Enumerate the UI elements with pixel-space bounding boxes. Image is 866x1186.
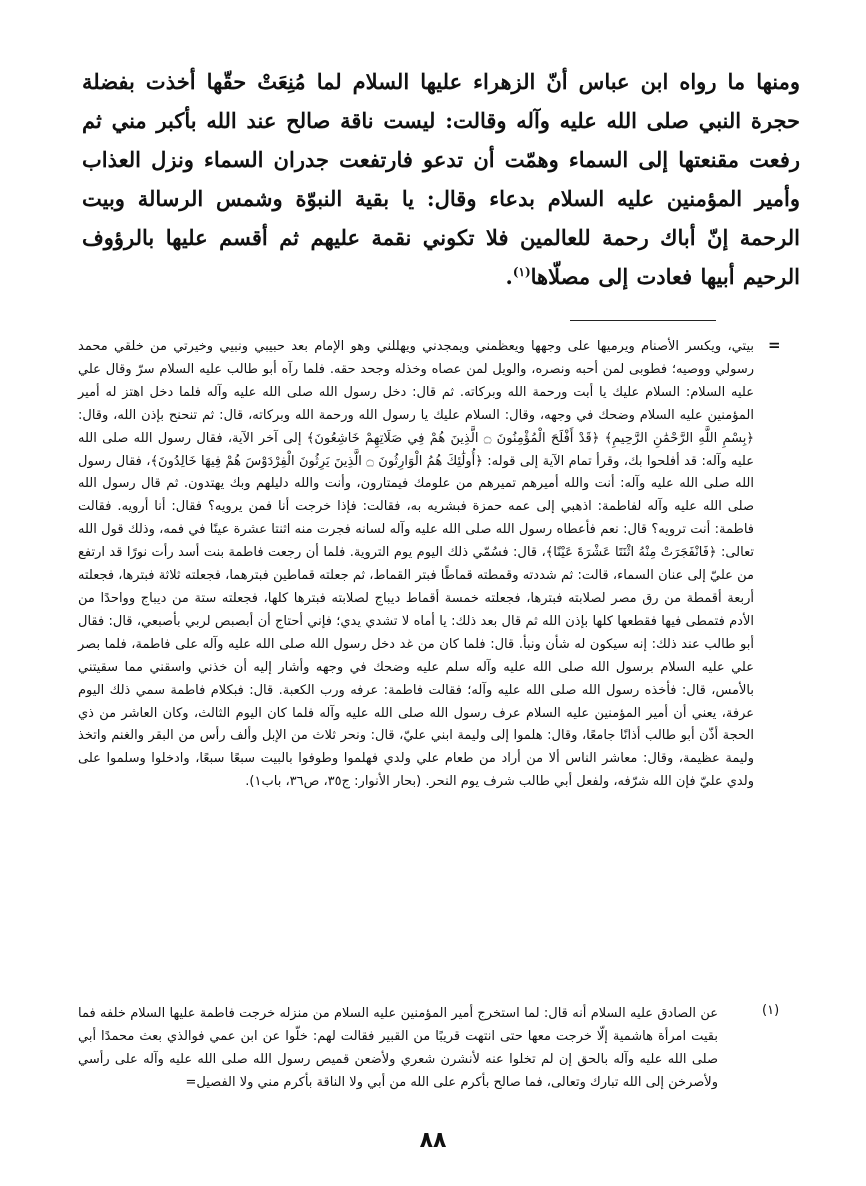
- main-paragraph-text: ومنها ما رواه ابن عباس أنّ الزهراء عليها السلام لما مُنِعَتْ حقّها أخذت بفضلة حجرة النبي صلى الله عليه وآله وقالت: ليست ناقة صالح عند الله بأكبر مني ثم رفعت مقنعتها إلى السماء وهمّت أن تدعو فارتفعت جدران السماء ونزل العذاب وأمير المؤمنين عليه السلام بدعاء وقال: يا بقية النبوّة وشمس الرسالة وبيت الرحمة إنّ أباك رحمة للعالمين فلا تكوني نقمة عليهم ثم أقسم عليها بالرؤوف الرحيم أبيها فعادت إلى مصلّاها: [82, 69, 800, 289]
- footnote-1-text: عن الصادق عليه السلام أنه قال: لما استخرج أمير المؤمنين عليه السلام من منزله خرجت فاطمة عليها السلام خلفه فما بقيت امرأة هاشمية إلّا خرجت معها حتى انتهت قريبًا من القبير فقالت لهم: خلّوا عن ابن عمي فوالذي بعث محمدًا أبي صلى الله عليه وآله بالحق إن لم تخلوا عنه لأنشرن شعري ولأضعن قميص رسول الله صلى الله عليه وآله على رأسي ولأصرخن إلى الله تبارك وتعالى، فما صالح بأكرم على الله من أبي ولا الناقة بأكرم مني ولا الفصيل=: [78, 1006, 718, 1090]
- main-paragraph: ومنها ما رواه ابن عباس أنّ الزهراء عليها السلام لما مُنِعَتْ حقّها أخذت بفضلة حجرة النبي صلى الله عليه وآله وقالت: ليست ناقة صالح عند الله بأكبر مني ثم رفعت مقنعتها إلى السماء وهمّت أن تدعو فارتفعت جدران السماء ونزل العذاب وأمير المؤمنين عليه السلام بدعاء وقال: يا بقية النبوّة وشمس الرسالة وبيت الرحمة إنّ أباك رحمة للعالمين فلا تكوني نقمة عليهم ثم أقسم عليها بالرؤوف الرحيم أبيها فعادت إلى مصلّاها$^{(١)}$.: [82, 69, 800, 289]
- page-number: ٨٨: [419, 1128, 447, 1153]
- footnote-reference: (١): [512, 265, 531, 279]
- footnote-continuation-marker: =: [768, 336, 781, 354]
- footnote-1-number: (١): [762, 1003, 780, 1018]
- footnote-continued-text: بيتي، ويكسر الأصنام ويرميها على وجهها ويعظمني ويمجدني ويهللني وهو الإمام بعد حبيبي ونبيي وخيرتي من خلقي محمد رسولي ووصيه؛ فطوبى لمن أحبه ونصره، والويل لمن عصاه وخذله وجحد حقه. فلما رآه أبو طالب عليه السلام سرّ وقال علي عليه السلام: السلام عليك يا أبت ورحمة الله وبركاته. ثم قال: دخل رسول الله صلى الله عليه وآله فلما دخل اهتز له أمير المؤمنين عليه السلام وضحك في وجهه، وقال: السلام عليك يا رسول الله ورحمة الله وبركاته، قال: ثم تنحنح بإذن الله، وقال: ﴿بِسْمِ اللَّهِ الرَّحْمَٰنِ الرَّحِيمِ﴾ ﴿قَدْ أَفْلَحَ الْمُؤْمِنُونَ ۝ الَّذِينَ هُمْ فِي صَلَاتِهِمْ خَاشِعُونَ﴾ إلى آخر الآية، فقال رسول الله صلى الله عليه وآله: قد أفلحوا بك، وقرأ تمام الآية إلى قوله: ﴿أُولَٰئِكَ هُمُ الْوَارِثُونَ ۝ الَّذِينَ يَرِثُونَ الْفِرْدَوْسَ هُمْ فِيهَا خَالِدُونَ﴾، فقال رسول الله صلى الله عليه وآله: أنت والله أميرهم تميرهم من علومك فيمتارون، وأنت والله دليلهم وبك يهتدون. ثم قال رسول الله صلى الله عليه وآله لفاطمة: اذهبي إلى عمه حمزة فبشريه به، فقالت: فإذا خرجت أنا فمن يرويه؟ فقال: أنا أرويه. فقالت فاطمة: أنت ترويه؟ قال: نعم فأعطاه رسول الله صلى الله عليه وآله لسانه فجرت منه اثنتا عشرة عينًا في فمه، وذلك قول الله تعالى: ﴿فَانْفَجَرَتْ مِنْهُ اثْنَتَا عَشْرَةَ عَيْنًا﴾، قال: فسُمّي ذلك اليوم يوم التروية. فلما أن رجعت فاطمة بنت أسد رأت نورًا قد ارتفع من عليّ إلى عنان السماء، قالت: ثم شددته وقمطته قماطًا فبتر القماط، ثم جعلته قماطين فبترهما، فجعلته ثلاثة فبترها، فجعلته أربعة أقمطة من رق مصر لصلابته فبترها، فجعلته خمسة أقماط ديباج لصلابته فبترها كلها، فجعلته ستة من ديباج وواحدًا من الأدم فتمطى فيها فقطعها كلها بإذن الله ثم قال بعد ذلك: يا أماه لا تشدي يدي؛ فإني أحتاج أن أبصبص لربي بأصبعي، قال: فقال أبو طالب عند ذلك: إنه سيكون له شأن ونبأ. قال: فلما كان من غد دخل رسول الله صلى الله عليه وآله على فاطمة، فلما بصر علي عليه السلام برسول الله صلى الله عليه وآله سلم عليه وضحك في وجهه وأشار إليه أن خذني واسقني مما سقيتني بالأمس، قال: فأخذه رسول الله صلى الله عليه وآله؛ فقالت فاطمة: عرفه ورب الكعبة. قال: فبكلام فاطمة سمي ذلك اليوم عرفة، يعني أن أمير المؤمنين عليه السلام عرف رسول الله صلى الله عليه وآله فلما كان اليوم الثالث، وكان العاشر من ذي الحجة أذّن أبو طالب أذانًا جامعًا، وقال: هلموا إلى وليمة ابني عليّ، قال: ونحر ثلاث من الإبل وألف رأس من البقر والغنم واتخذ وليمة عظيمة، وقال: معاشر الناس ألا من أراد من طعام علي ولدي فهلموا وطوفوا بالبيت سبعًا سبعًا، وادخلوا وسلموا على ولدي عليّ فإن الله شرّفه، ولفعل أبي طالب شرف يوم النحر. (بحار الأنوار: ج٣٥، ص٣٦، باب١).: [78, 339, 754, 790]
- footnote-separator: [570, 320, 716, 321]
